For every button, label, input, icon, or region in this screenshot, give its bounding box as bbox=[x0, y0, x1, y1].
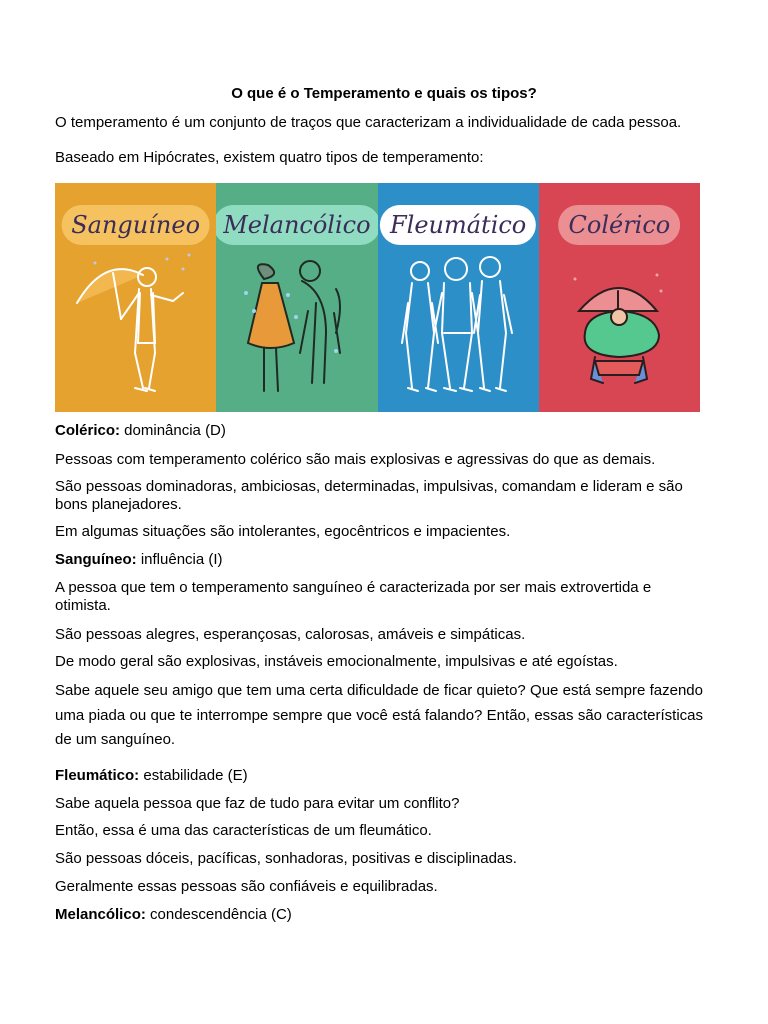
panel-fleumatico bbox=[378, 183, 539, 412]
colerico-line: Em algumas situações são intolerantes, egocêntricos e impacientes. bbox=[55, 523, 511, 540]
label-colerico: Colérico bbox=[559, 205, 681, 245]
fleumatico-line: Então, essa é uma das características de um fleumático. bbox=[55, 822, 432, 839]
sanguineo-line: São pessoas alegres, esperançosas, calorosas, amáveis e simpáticas. bbox=[55, 626, 526, 643]
colerico-heading: Colérico: bbox=[55, 422, 121, 439]
page-title: O que é o Temperamento e quais os tipos? bbox=[231, 85, 537, 102]
sanguineo-subtitle: influência (I) bbox=[136, 551, 223, 568]
fleumatico-heading: Fleumático: bbox=[55, 767, 140, 784]
label-sanguineo: Sanguíneo bbox=[61, 205, 210, 245]
sanguineo-line: A pessoa que tem o temperamento sanguíneo é caracterizada por ser mais extrovertida e otimista. bbox=[55, 579, 652, 614]
temperament-banner bbox=[55, 183, 700, 412]
intro-paragraph: O temperamento é um conjunto de traços que caracterizam a individualidade de cada pessoa. bbox=[55, 114, 682, 131]
based-paragraph: Baseado em Hipócrates, existem quatro tipos de temperamento: bbox=[55, 149, 484, 166]
sanguineo-heading: Sanguíneo: bbox=[55, 551, 137, 568]
sanguineo-line: Sabe aquele seu amigo que tem uma certa dificuldade de ficar quieto? Que está sempre fazendo uma piada ou que te interrompe sempre que você está falando? Então, essas são características de um sanguíneo. bbox=[55, 682, 703, 748]
label-fleumatico: Fleumático bbox=[380, 205, 536, 245]
melancolico-heading: Melancólico: bbox=[55, 906, 146, 923]
colerico-subtitle: dominância (D) bbox=[120, 422, 226, 439]
label-melancolico: Melancólico bbox=[216, 205, 377, 245]
fleumatico-line: Sabe aquela pessoa que faz de tudo para evitar um conflito? bbox=[55, 795, 460, 812]
sanguineo-heading-line bbox=[55, 551, 705, 569]
fleumatico-line: São pessoas dóceis, pacíficas, sonhadoras, positivas e disciplinadas. bbox=[55, 850, 517, 867]
melancolico-subtitle: condescendência (C) bbox=[145, 906, 292, 923]
sanguineo-line: De modo geral são explosivas, instáveis emocionalmente, impulsivas e até egoístas. bbox=[55, 653, 618, 670]
colerico-line: São pessoas dominadoras, ambiciosas, determinadas, impulsivas, comandam e lideram e são bons planejadores. bbox=[55, 478, 683, 513]
panel-sanguineo bbox=[55, 183, 216, 412]
colerico-line: Pessoas com temperamento colérico são mais explosivas e agressivas do que as demais. bbox=[55, 451, 656, 468]
panel-colerico bbox=[539, 183, 700, 412]
melancolico-heading-line bbox=[55, 906, 705, 924]
fleumatico-subtitle: estabilidade (E) bbox=[139, 767, 248, 784]
colerico-heading-line bbox=[55, 422, 705, 440]
fleumatico-heading-line bbox=[55, 767, 705, 785]
fleumatico-line: Geralmente essas pessoas são confiáveis e equilibradas. bbox=[55, 878, 438, 895]
panel-melancolico bbox=[216, 183, 377, 412]
